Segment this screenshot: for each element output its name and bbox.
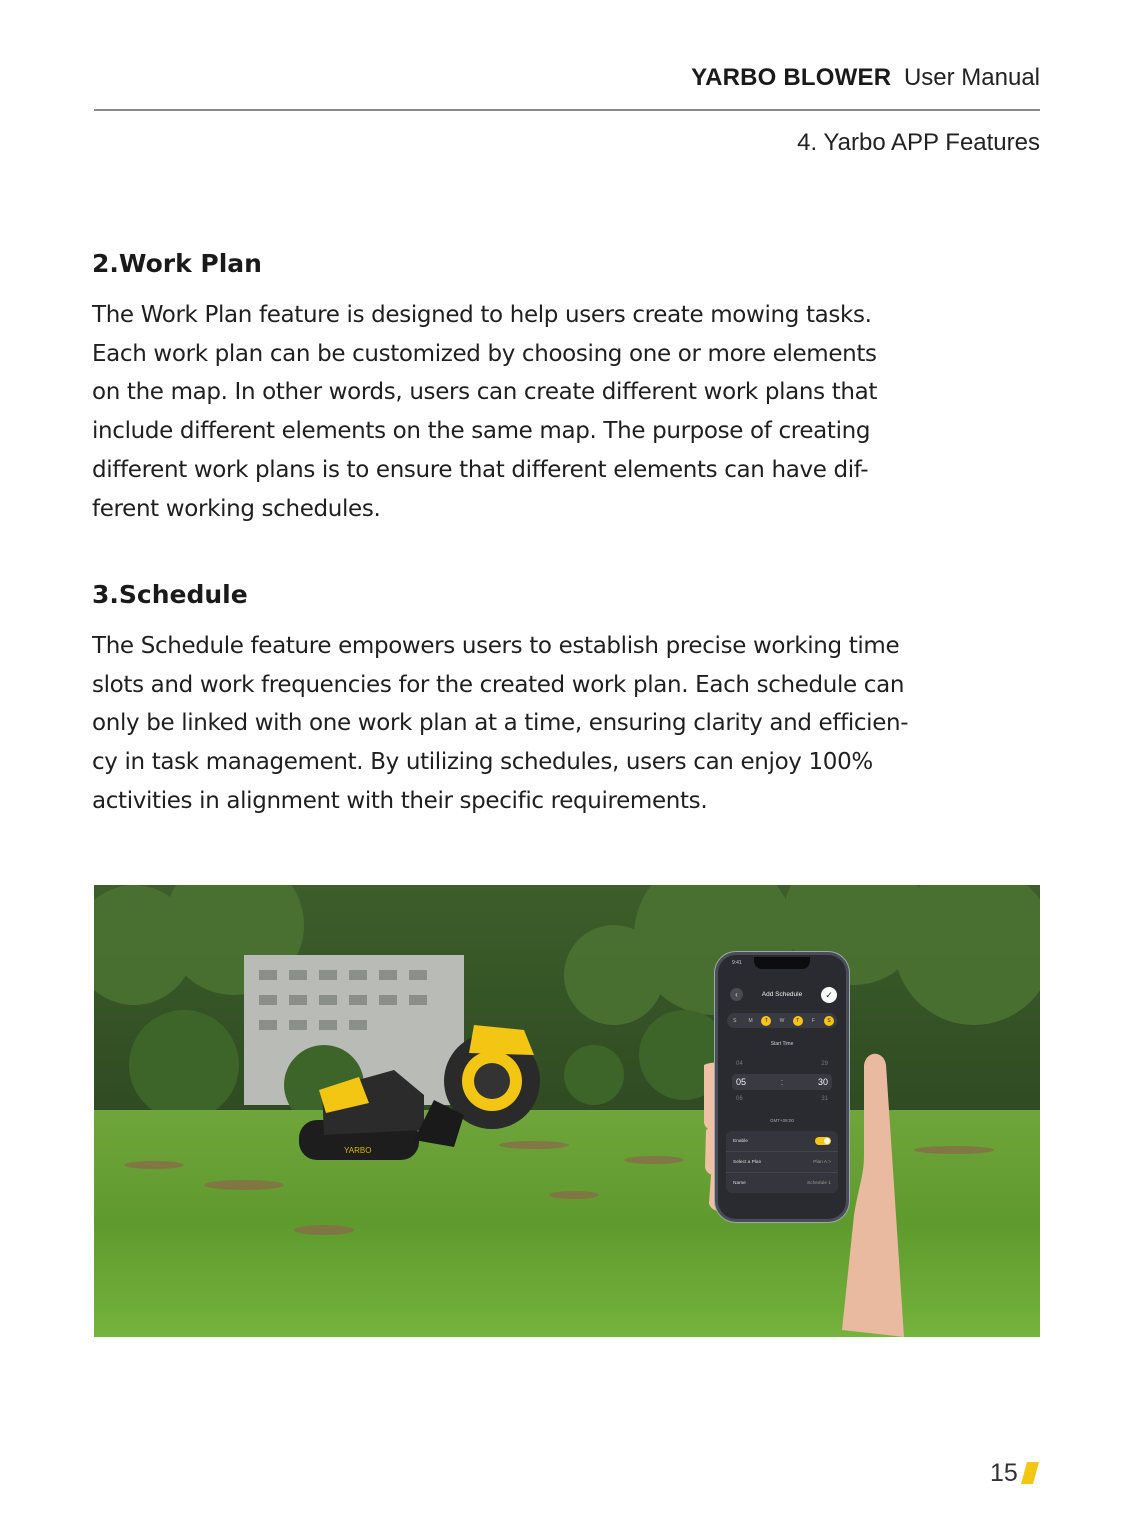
body-line: cy in task management. By utilizing schedules, users can enjoy 100% xyxy=(92,749,873,776)
body-line: Each work plan can be customized by choosing one or more elements xyxy=(92,340,877,367)
day-chip: S xyxy=(733,1017,737,1024)
start-time-label: Start Time xyxy=(770,1041,794,1047)
phone-notch xyxy=(754,957,810,969)
chapter-title: 4. Yarbo APP Features xyxy=(797,129,1040,156)
row-value: Schedule 1 xyxy=(806,1180,831,1186)
page-number: 15 xyxy=(990,1459,1018,1487)
body-line: The Work Plan feature is designed to help users create mowing tasks. xyxy=(92,302,872,328)
row-label: Select a Plan xyxy=(733,1159,762,1165)
body-line: The Schedule feature empowers users to establish precise working time xyxy=(92,633,900,659)
name-row xyxy=(726,1173,838,1193)
row-label: Name xyxy=(733,1180,746,1186)
minute-value: 31 xyxy=(821,1096,828,1102)
section-heading: 3.Schedule xyxy=(92,580,248,609)
row-label: Enable xyxy=(733,1138,748,1144)
day-chip-selected: T xyxy=(761,1016,771,1026)
time-separator: : xyxy=(780,1077,784,1087)
screen-title: Add Schedule xyxy=(761,991,803,998)
minute-value: 29 xyxy=(821,1061,828,1067)
schedule-settings-list xyxy=(726,1131,838,1193)
body-line: on the map. In other words, users can create different work plans that xyxy=(92,379,878,406)
document-type: User Manual xyxy=(903,64,1040,91)
section-schedule xyxy=(92,575,1052,821)
row-value: Plan A > xyxy=(813,1159,831,1165)
minute-value: 30 xyxy=(817,1077,828,1087)
day-chip-selected: S xyxy=(824,1016,834,1026)
section-work-plan xyxy=(92,244,1052,528)
body-line: ferent working schedules. xyxy=(92,495,381,522)
lawn-scene-illustration xyxy=(94,885,1040,1337)
brand-name: YARBO BLOWER xyxy=(691,64,892,91)
body-line: different work plans is to ensure that different elements can have dif- xyxy=(92,456,869,483)
weekday-selector xyxy=(727,1013,837,1028)
page-header xyxy=(691,58,1040,98)
time-row-current xyxy=(736,1077,828,1087)
enable-toggle xyxy=(815,1137,831,1145)
section-body xyxy=(92,627,1052,821)
body-line: include different elements on the same map. The purpose of creating xyxy=(92,418,871,445)
hour-value: 06 xyxy=(736,1096,743,1102)
day-chip-selected: T xyxy=(793,1016,803,1026)
body-line: only be linked with one work plan at a time, ensuring clarity and efficien- xyxy=(92,710,909,737)
phone-screen xyxy=(718,955,846,1219)
robot-label: YARBO xyxy=(344,1146,372,1155)
section-body xyxy=(92,296,1052,528)
day-chip: F xyxy=(811,1017,815,1024)
product-photo xyxy=(94,885,1040,1337)
day-chip: M xyxy=(748,1017,753,1024)
body-line: activities in alignment with their specific requirements. xyxy=(92,787,708,814)
hour-value: 05 xyxy=(736,1077,747,1087)
enable-row xyxy=(726,1131,838,1152)
back-icon: ‹ xyxy=(730,988,743,1001)
time-row-prev xyxy=(736,1061,828,1067)
time-row-next xyxy=(736,1096,828,1102)
status-time: 9:41 xyxy=(732,960,742,966)
select-plan-row xyxy=(726,1152,838,1173)
body-line: slots and work frequencies for the created work plan. Each schedule can xyxy=(92,671,905,698)
hour-value: 04 xyxy=(736,1061,743,1067)
day-chip: W xyxy=(779,1017,785,1024)
check-icon: ✓ xyxy=(821,987,837,1003)
page-accent-mark xyxy=(1021,1462,1039,1484)
section-heading: 2.Work Plan xyxy=(92,249,262,278)
header-divider xyxy=(94,109,1040,111)
timezone-label: GMT+08:00 xyxy=(770,1118,794,1123)
